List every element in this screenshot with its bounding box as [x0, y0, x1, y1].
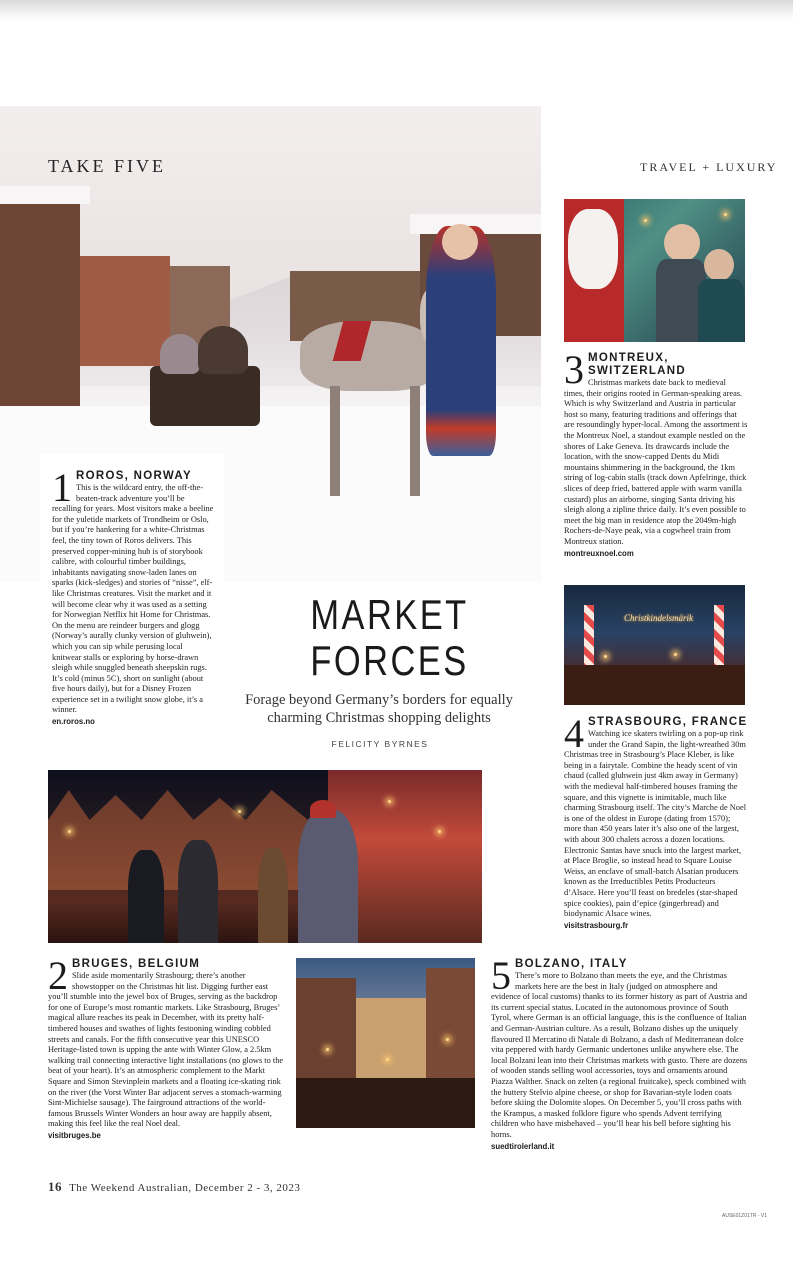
- fairy-light: [446, 1038, 449, 1041]
- market-sign: Christkindelsmärik: [624, 613, 693, 623]
- bruges-market-photo: [48, 770, 482, 943]
- passenger: [160, 334, 200, 374]
- montreux-santa-photo: [564, 199, 745, 342]
- section-heading: BRUGES, BELGIUM: [72, 958, 201, 970]
- section-number: 3: [564, 347, 584, 392]
- fairy-light: [326, 1048, 329, 1051]
- article-title: [310, 591, 469, 684]
- section-body: There’s more to Bolzano than meets the eye, and the Christmas markets here are the best in Italy (judged on atmosphere and evidence of local customs) thanks to its former history as part of Austria and its current special status. Located in the autonomous province of South Tyrol, where German is an official language, this is the confluence of Italian and German-Austrian culture. As a result, Bolzano dishes up the uniquely flavoured Il Mercatino di Natale di Bolzano, a dash of Mediterranean dolce vita peppered with hardy Germanic undertones unlike anywhere else. The local Bolzani lean into their Christmas markets with gusto. There are dozens of wooden stands selling wool accessories, toys and ornaments around Piazza Walther. Snack on zelten (a regional fruitcake), speck combined with the buttery Stelvio alpine cheese, or shop for Bavarian-style loden coats before skiing the Dolomite slopes. On December 5, you’ll cross paths with the Krampus, a masked folklore figure who spends Advent terrifying children who have misbehaved – you’ll hear his bell before sighting his horns.: [491, 971, 748, 1139]
- section-heading: BOLZANO, ITALY: [515, 958, 628, 970]
- page-top-shadow: [0, 0, 793, 22]
- page-number: 16: [48, 1179, 62, 1194]
- child-face: [704, 249, 734, 281]
- strasbourg-market-photo: [564, 585, 745, 705]
- passenger: [198, 326, 248, 374]
- section-heading: ROROS, NORWAY: [76, 470, 192, 482]
- section-bruges: [48, 953, 284, 1140]
- reindeer-body: [300, 321, 440, 391]
- santa-hat: [310, 800, 336, 818]
- section-link[interactable]: visitstrasbourg.fr: [564, 920, 629, 930]
- section-body: Watching ice skaters twirling on a pop-up rink under the Grand Sapin, the light-wreathed 30m Christmas tree in Strasbourg’s Place Kleber, is like being in a fairytale. Combine the heady scent of vin chaud (called gluhwein just 4km away in Germany) with the medieval half-timbered houses framing the square, and this vignette is inimitable, much like charming Strasbourg itself. The city’s Marche de Noel is one of the oldest in Europe (dating from 1570); more than 450 years later it’s also one of the largest, with about 300 chalets across a dozen locations. Electronic Santas have snuck into the largest market, at Place Broglie, so instead head to Square Louise Weiss, an enclave of small-batch Alsatian producers known as the Irreductibles Petits Producteurs d’Alsace. Here you’ll feast on bredeles (star-shaped spice cookies), pain d’epice (gingerbread) and biodynamic Alsace wines.: [564, 729, 747, 919]
- crowd: [296, 1078, 475, 1128]
- man-with-drink: [298, 810, 358, 943]
- section-label: TAKE FIVE: [48, 156, 167, 176]
- woman-in-sami-dress: [426, 226, 496, 456]
- section-body: Slide aside momentarily Strasbourg; there’s another showstopper on the Christmas hit list. Digging further east you’ll stumble into the jewel box of Bruges, serving as the backdrop for one of Europe’s most romantic markets. Like Strasbourg, Bruges’ magical allure reaches its peak in December, with its pretty half-timbered houses and swathes of lights festooning winding cobbled streets and canals. For the fifth consecutive year this UNESCO Heritage-listed town is upping the ante with Winter Glow, a 2.5km walking trail connecting interactive light installations (no glows to the beat of your heart). It’s an atmospheric complement to the Markt Square and Simon Stevinplein markets and a floating ice-skating rink on the river (the Vorst Winter Bar adjacent serves a stomach-warming Sint-Michielse sausage). The fairground attractions of the world-famous Brussels Winter Wonders an hour away are happily absent, making this feel like the real Noel deal.: [48, 971, 284, 1129]
- section-number: 4: [564, 711, 584, 756]
- section-body: This is the wildcard entry, the off-the-beaten-track adventure you’ll be recalling for years. Most visitors make a beeline for the yuletide markets of Trondheim or Oslo, but if you’re hankering for a white-Christmas feel, the tiny town of Roros delivers. This preserved copper-mining hub is of storybook calibre, with colourful timber buildings, inhabitants navigating snow-laden lanes on sparks (kick-sledges) and stories of “nisse”, elf-like Christmas creatures. Visit the market and it will become clear why it was used as a setting for Norwegian Netflix hit Home for Christmas. On the menu are reindeer burgers and glogg (Norway’s aurally clunky version of gluhwein), which you can sip while perusing local knitwear stalls or exploring by horse-drawn sleigh while snuggled beneath sheepskin rugs. It’s cold (minus 5C), short on sunlight (about five hours daily), but for a Disney Frozen experience set in a twilight snow globe, it’s a winner.: [52, 483, 214, 715]
- fairy-light: [238, 810, 241, 813]
- section-heading-line1: MONTREUX,: [588, 352, 669, 364]
- print-code: AUSE01Z01TR - V1: [722, 1213, 768, 1219]
- section-montreux: [564, 347, 748, 558]
- fairy-light: [438, 830, 441, 833]
- santa-beard: [568, 209, 618, 289]
- fairy-light: [724, 213, 727, 216]
- section-bolzano: [491, 953, 748, 1151]
- section-link[interactable]: suedtirolerland.it: [491, 1141, 555, 1151]
- section-heading-line2: SWITZERLAND: [588, 365, 686, 377]
- fairy-light: [604, 655, 607, 658]
- section-number: 1: [52, 465, 72, 510]
- shopper: [178, 840, 218, 943]
- publication-dateline: The Weekend Australian, December 2 - 3, 2023: [69, 1182, 301, 1194]
- section-heading: STRASBOURG, FRANCE: [588, 716, 748, 728]
- section-link[interactable]: en.roros.no: [52, 717, 95, 727]
- article-byline: FELICITY BYRNES: [331, 739, 429, 749]
- roof-snow: [0, 186, 90, 204]
- fairy-light: [674, 653, 677, 656]
- woman-face: [442, 224, 478, 260]
- sleigh: [150, 366, 260, 426]
- title-line1: MARKET: [310, 591, 469, 638]
- section-link[interactable]: visitbruges.be: [48, 1130, 101, 1140]
- article-standfirst: Forage beyond Germany’s borders for equally charming Christmas shopping delights: [245, 692, 513, 726]
- child-face: [664, 224, 700, 262]
- fairy-light: [68, 830, 71, 833]
- section-body: Christmas markets date back to medieval times, their origins rooted in German-speaking areas. Which is why Switzerland and Austria in particular host so many, featuring traditions and offerings that are resoundingly hyper-local. Among the assortment is the Montreux Noel, a standout example nestled on the shores of Lake Geneva. Its drawcards include the location, with the snow-capped Dents du Midi mountains shimmering in the background, the 1km string of log-cabin stalls (track down Apfelringe, thick slices of deep fried, battered apple with warm vanilla custard) plus an airborne, singing Santa driving his sleigh along a zipline thrice daily. It’s even possible to meet the big man in residence atop the 2049m-high Rochers-de-Naye peak, via a cogwheel train from Montreux station.: [564, 378, 748, 546]
- section-strasbourg: [564, 711, 748, 930]
- reindeer-leg: [410, 386, 420, 496]
- red-house: [80, 256, 170, 366]
- reindeer-leg: [330, 386, 340, 496]
- section-number: 5: [491, 953, 511, 998]
- crowd: [564, 665, 745, 705]
- title-line2: FORCES: [310, 637, 469, 684]
- fairy-light: [388, 800, 391, 803]
- brand-label: TRAVEL + LUXURY: [640, 160, 778, 174]
- shopper: [258, 848, 288, 943]
- page-footer: [48, 1179, 300, 1195]
- bolzano-market-photo: [296, 958, 475, 1128]
- fairy-light: [386, 1058, 389, 1061]
- section-roros: [40, 454, 224, 766]
- section-number: 2: [48, 953, 68, 998]
- child: [698, 279, 744, 342]
- shopper: [128, 850, 164, 943]
- section-link[interactable]: montreuxnoel.com: [564, 548, 634, 558]
- fairy-light: [644, 219, 647, 222]
